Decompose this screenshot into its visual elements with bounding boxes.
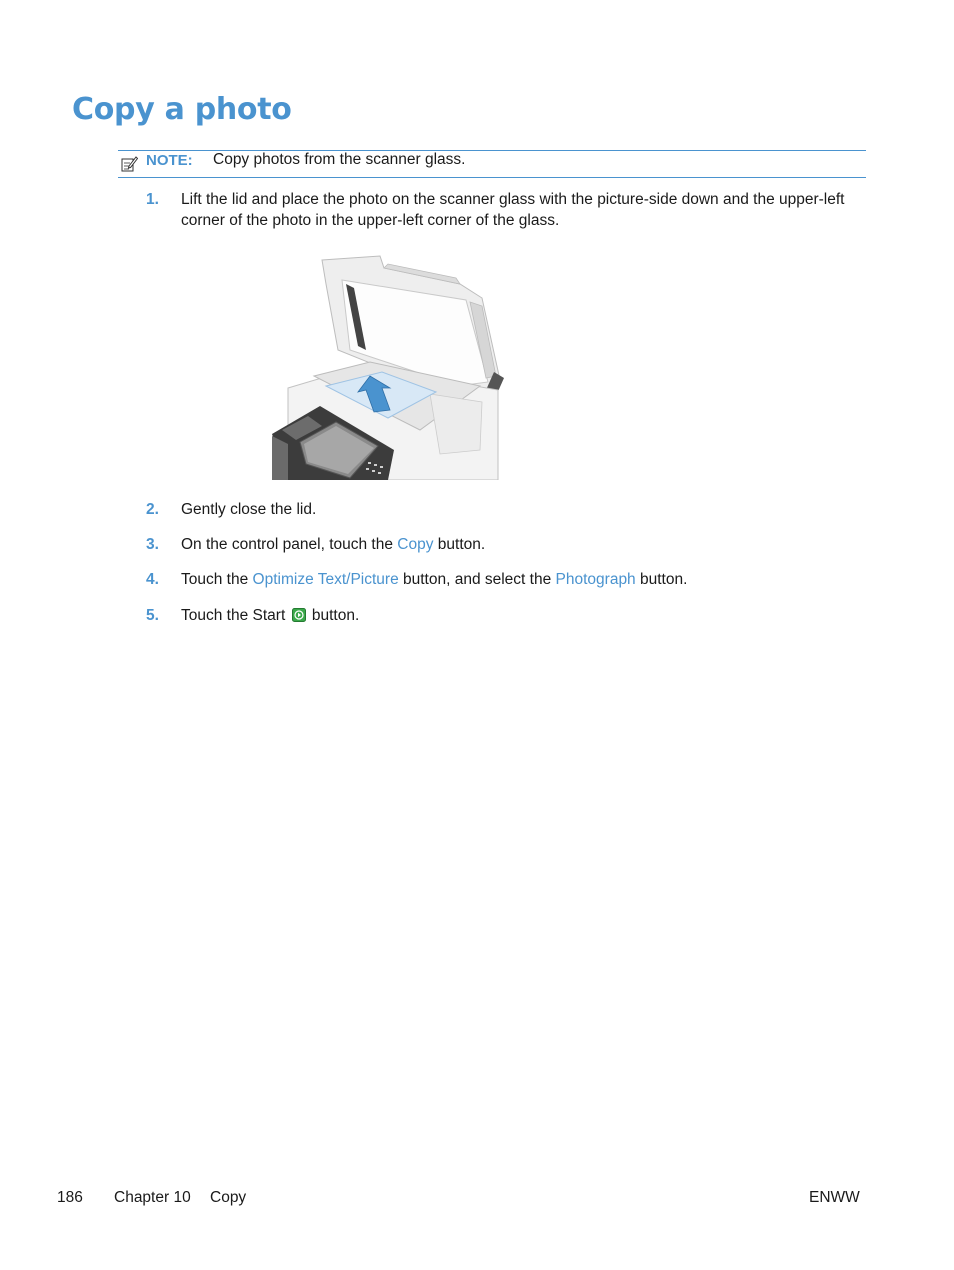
note-label: NOTE: xyxy=(146,152,193,169)
footer-enww: ENWW xyxy=(809,1189,860,1206)
note-text: Copy photos from the scanner glass. xyxy=(213,151,466,168)
step-number: 1. xyxy=(146,191,159,208)
page-title: Copy a photo xyxy=(72,92,292,127)
start-icon xyxy=(292,608,306,622)
photograph-link[interactable]: Photograph xyxy=(555,571,636,588)
step-text-before: On the control panel, touch the xyxy=(181,536,398,553)
step-text: Gently close the lid. xyxy=(181,501,317,518)
step-text-before: Touch the xyxy=(181,571,253,588)
step-text xyxy=(181,569,861,590)
step-number: 5. xyxy=(146,607,159,624)
step-text-after: button. xyxy=(635,571,688,588)
step-text-after: button. xyxy=(307,607,360,624)
step-text-before: Touch the Start xyxy=(181,607,290,624)
copy-link[interactable]: Copy xyxy=(397,536,434,553)
step-text xyxy=(181,534,861,555)
scanner-illustration xyxy=(270,254,506,480)
footer-page-number: 186 xyxy=(57,1189,83,1206)
step-number: 3. xyxy=(146,536,159,553)
footer-chapter: Chapter 10 xyxy=(114,1189,191,1206)
note-box xyxy=(118,150,866,178)
note-pencil-icon xyxy=(120,155,138,173)
step-text-after: button. xyxy=(433,536,486,553)
footer-section: Copy xyxy=(210,1189,247,1206)
step-number: 4. xyxy=(146,571,159,588)
step-text-middle: button, and select the xyxy=(398,571,556,588)
step-text xyxy=(181,605,861,626)
step-number: 2. xyxy=(146,501,159,518)
optimize-text-picture-link[interactable]: Optimize Text/Picture xyxy=(252,571,399,588)
step-text: Lift the lid and place the photo on the scanner glass with the picture-side down and the upper-left corner of the photo in the upper-left corner of the glass. xyxy=(181,191,845,229)
